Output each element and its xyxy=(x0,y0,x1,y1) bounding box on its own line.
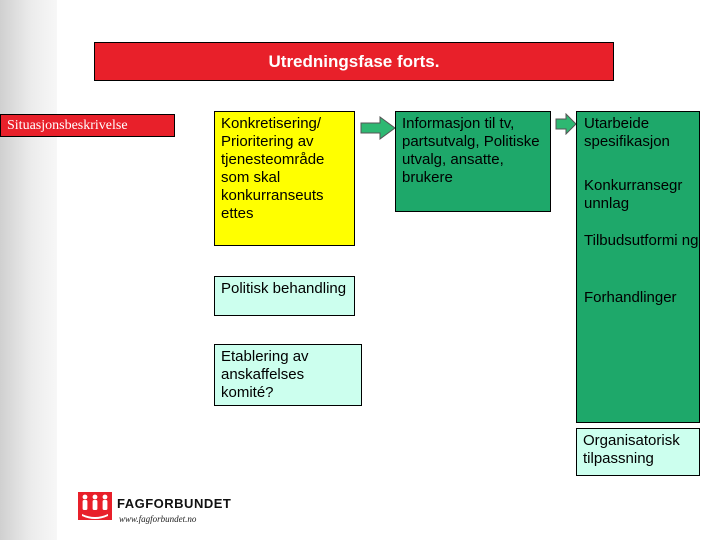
information-box xyxy=(395,111,551,212)
situation-label-box xyxy=(0,114,175,137)
step-bid-design: Tilbudsutformi ng xyxy=(584,232,699,249)
concretization-box xyxy=(214,111,355,246)
political-processing-box xyxy=(214,276,355,316)
side-stripe xyxy=(0,0,57,540)
procurement-steps-column xyxy=(576,111,700,423)
committee-text: Etablering av anskaffelses komité? xyxy=(221,348,309,401)
arrow-to-steps xyxy=(555,113,577,135)
information-text: Informasjon til tv, partsutvalg, Politiske utvalg, ansatte, brukere xyxy=(402,115,540,186)
slide-title xyxy=(94,42,614,81)
arrow-to-information xyxy=(360,116,396,140)
committee-box xyxy=(214,344,362,406)
fagforbundet-logo xyxy=(78,492,238,528)
step-negotiations: Forhandlinger xyxy=(584,289,677,306)
organisational-adjustment-box xyxy=(576,428,700,476)
step-tender-documents: Konkurransegr unnlag xyxy=(584,177,683,212)
political-processing-text: Politisk behandling xyxy=(221,280,347,297)
logo-name: FAGFORBUNDET xyxy=(117,496,232,511)
logo-figures-icon xyxy=(78,492,112,520)
organisational-adjustment-text: Organisatorisk tilpassning xyxy=(583,432,680,467)
situation-label-text: Situasjonsbeskrivelse xyxy=(7,118,128,133)
concretization-text: Konkretisering/ Prioritering av tjenesteområde som skal konkurranseuts ettes xyxy=(221,115,325,222)
slide-title-text: Utredningsfase forts. xyxy=(268,52,440,71)
step-specification: Utarbeide spesifikasjon xyxy=(584,115,670,150)
logo-url: www.fagforbundet.no xyxy=(119,514,197,524)
